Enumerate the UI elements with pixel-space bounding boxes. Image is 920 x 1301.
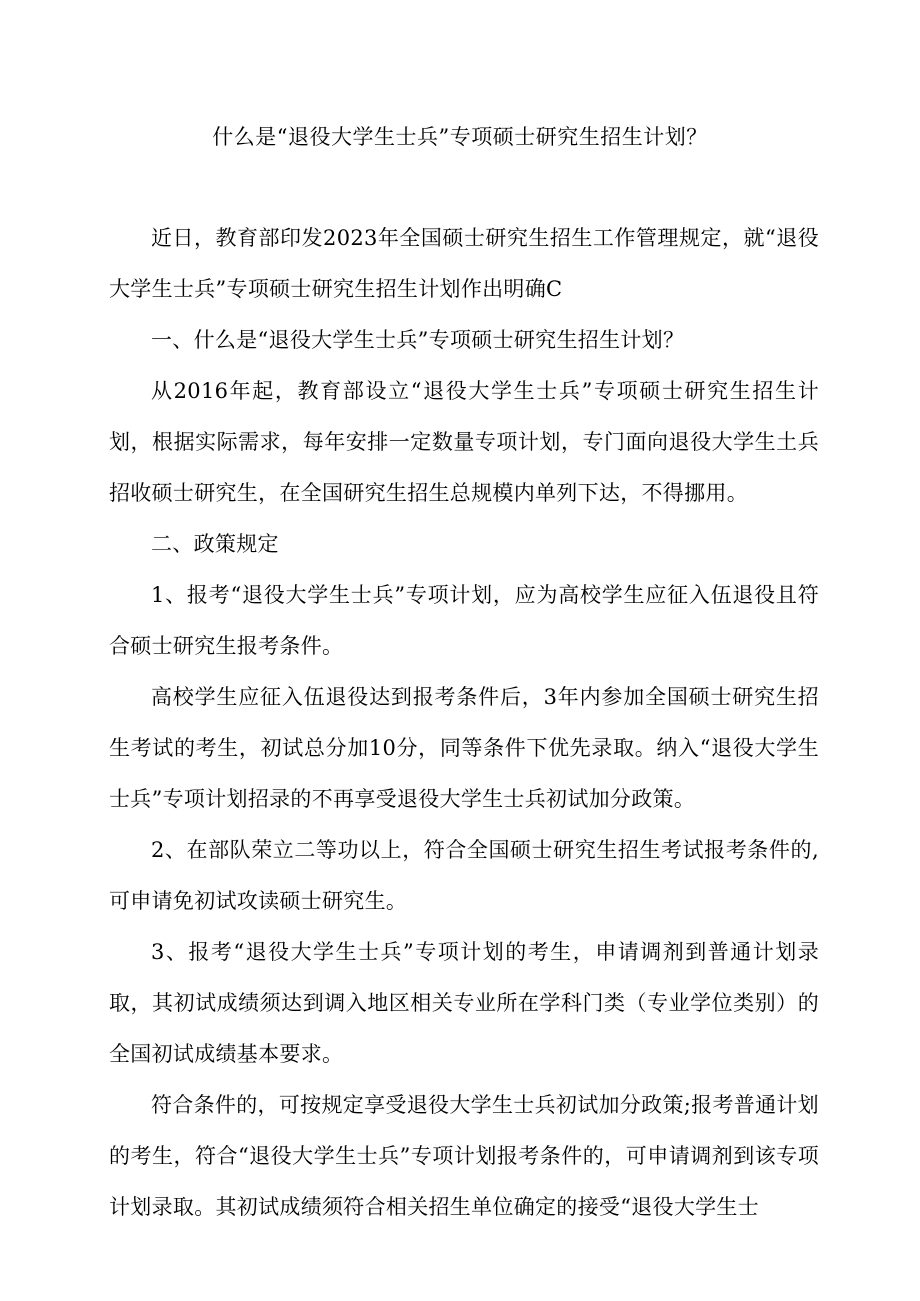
paragraph-policy-2: 2、在部队荣立二等功以上，符合全国硕士研究生招生考试报考条件的,可申请免初试攻读硕士研究生。: [109, 838, 819, 913]
paragraph-background: 从2016年起，教育部设立“退役大学生士兵”专项硕士研究生招生计划，根据实际需求，每年安排一定数量专项计划，专门面向退役大学生土兵招收硕士研究生，在全国研究生招生总规模内单列下达，不得挪用。: [109, 379, 819, 505]
paragraph-intro: 近日，教育部印发2023年全国硕士研究生招生工作管理规定，就“退役大学生士兵”专项硕士研究生招生计划作出明确C: [109, 226, 819, 301]
paragraph-eligibility: 符合条件的，可按规定享受退役大学生士兵初试加分政策;报考普通计划的考生，符合“退役大学生士兵”专项计划报考条件的，可申请调剂到该专项计划录取。其初试成绩须符合相关招生单位确定的接受“退役大学生士: [109, 1093, 819, 1219]
document-title: 什么是“退役大学生士兵”专项硕士研究生招生计划？: [212, 125, 708, 149]
paragraph-policy-1: 1、报考“退役大学生士兵”专项计划，应为高校学生应征入伍退役且符合硕士研究生报考条件。: [109, 583, 819, 658]
paragraph-policy-3: 3、报考“退役大学生士兵”专项计划的考生，申请调剂到普通计划录取，其初试成绩须达到调入地区相关专业所在学科门类（专业学位类别）的全国初试成绩基本要求。: [109, 940, 819, 1066]
section-heading-2: 二、政策规定: [151, 532, 279, 556]
section-heading-1: 一、什么是“退役大学生士兵”专项硕士研究生招生计划？: [151, 328, 685, 352]
paragraph-bonus-points: 高校学生应征入伍退役达到报考条件后，3年内参加全国硕士研究生招生考试的考生，初试总分加10分，同等条件下优先录取。纳入“退役大学生士兵”专项计划招录的不再享受退役大学生士兵初试加分政策。: [109, 685, 819, 811]
